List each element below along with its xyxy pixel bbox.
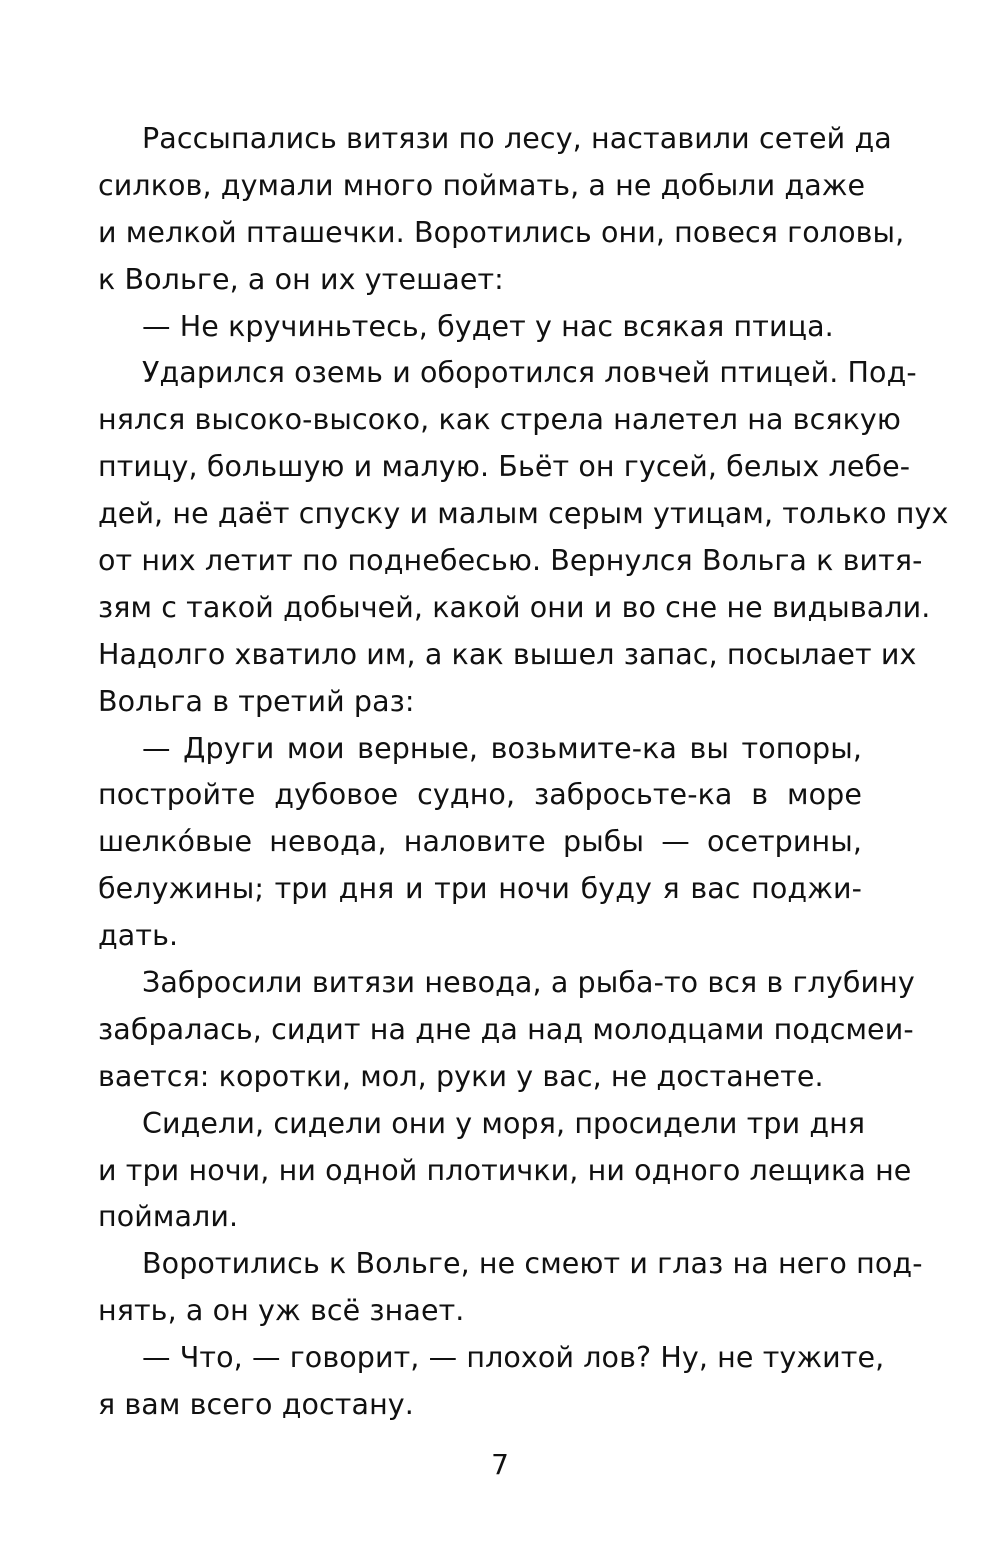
text-line: постройте дубовое судно, забросьте-ка в море [98, 778, 862, 812]
text-line: вается: коротки, мол, руки у вас, не достанете. [98, 1059, 824, 1093]
text-line: к Вольге, а он их утешает: [98, 262, 504, 296]
text-line: птицу, большую и малую. Бьёт он гусей, белых лебе- [98, 450, 911, 484]
text-line: от них летит по поднебесью. Вернулся Вольга к витя- [98, 544, 923, 578]
text-line: силков, думали много поймать, а не добыли даже [98, 168, 866, 202]
paragraph-1 [98, 116, 905, 304]
text-line: Воротились к Вольге, не смеют и глаз на него под- [142, 1247, 923, 1281]
text-line: нять, а он уж всё знает. [98, 1294, 465, 1328]
text-line: забралась, сидит на дне да над молодцами подсмеи- [98, 1012, 914, 1046]
text-line: Надолго хватило им, а как вышел запас, посылает их [98, 637, 917, 671]
text-line: Ударился оземь и оборотился ловчей птицей. Под- [142, 356, 917, 390]
paragraph-7 [98, 1241, 923, 1335]
text-line: Забросили витязи невода, а рыба-то вся в глубину [142, 966, 915, 1000]
paragraph-8 [98, 1335, 885, 1429]
text-line: — Не кручиньтесь, будет у нас всякая птица. [142, 309, 834, 343]
text-line: Вольга в третий раз: [98, 684, 415, 718]
paragraph-5 [98, 960, 915, 1101]
paragraph-3 [98, 350, 949, 725]
text-line: я вам всего достану. [98, 1388, 414, 1422]
text-line: и мелкой пташечки. Воротились они, повеся головы, [98, 215, 905, 249]
paragraph-6 [98, 1101, 912, 1242]
text-line: дать. [98, 919, 179, 953]
text-line: белужины; три дня и три ночи буду я вас поджи- [98, 872, 862, 906]
text-line: нялся высоко-высоко, как стрела налетел на всякую [98, 403, 901, 437]
text-line: дей, не даёт спуску и малым серым утицам, только пух [98, 497, 949, 531]
text-line: — Что, — говорит, — плохой лов? Ну, не тужите, [142, 1341, 885, 1375]
text-line: — Други мои верные, возьмите-ка вы топоры, [142, 731, 862, 765]
text-line: и три ночи, ни одной плотички, ни одного лещика не [98, 1153, 912, 1187]
text-line: зям с такой добычей, какой они и во сне не видывали. [98, 590, 931, 624]
text-line: шелко́вые невода, наловите рыбы — осетрины, [98, 825, 862, 859]
text-line: Сидели, сидели они у моря, просидели три дня [142, 1106, 866, 1140]
paragraph-4 [98, 726, 862, 960]
text-line: поймали. [98, 1200, 239, 1234]
page-text-body [98, 116, 949, 1429]
paragraph-2 [98, 304, 862, 351]
page-number: 7 [491, 1448, 509, 1481]
text-line: Рассыпались витязи по лесу, наставили сетей да [142, 122, 892, 155]
